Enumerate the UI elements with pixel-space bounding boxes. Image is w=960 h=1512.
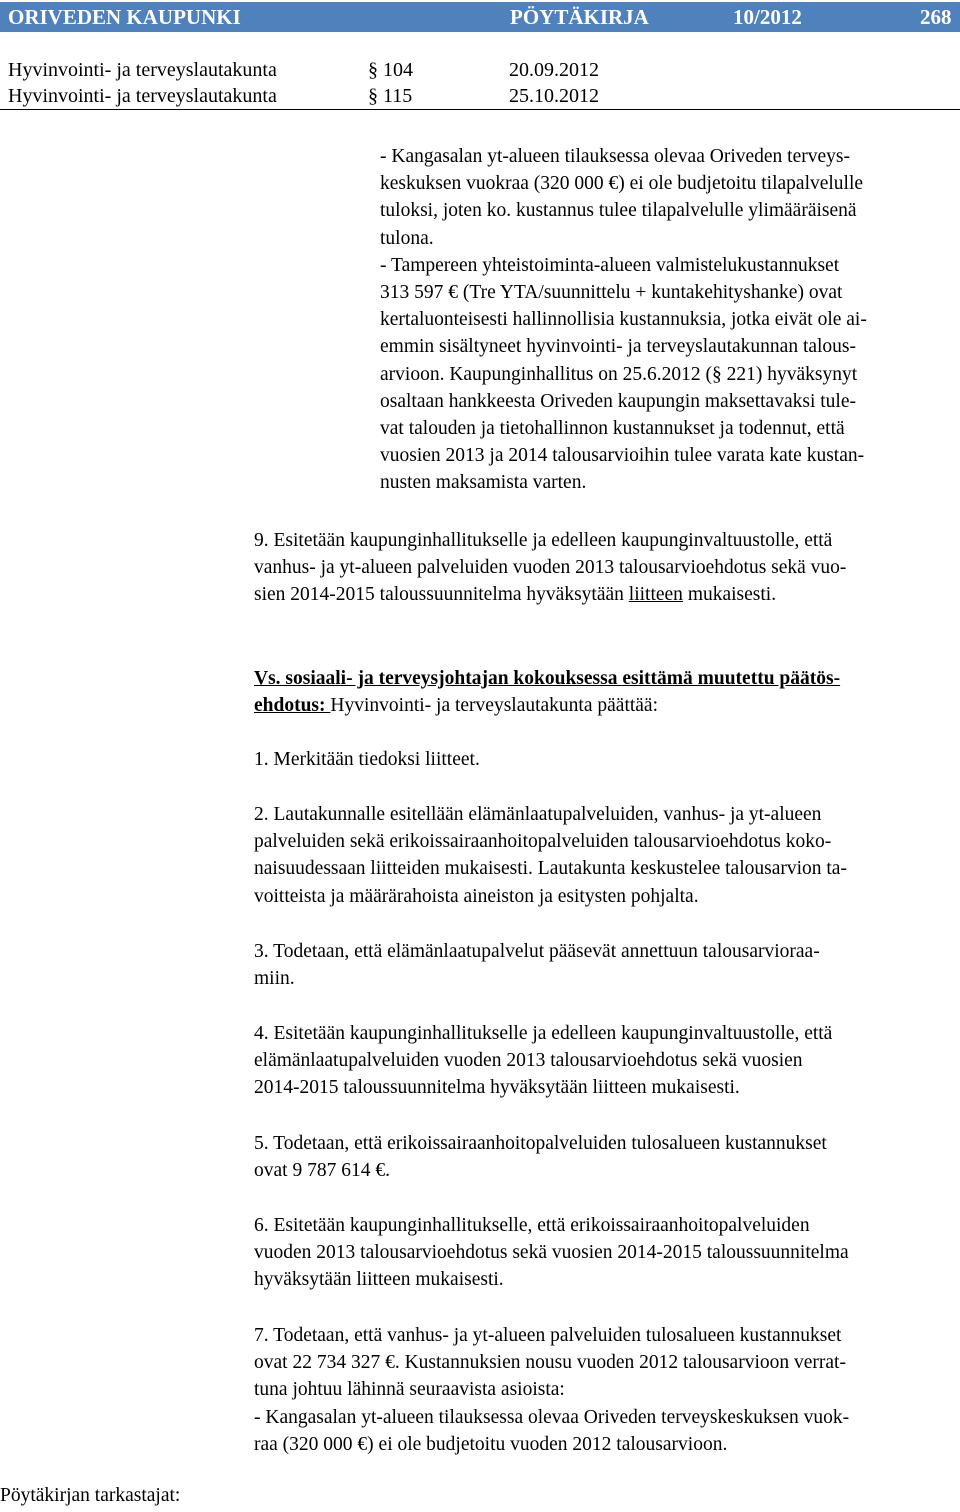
text-line: vat talouden ja tietohallinnon kustannukset ja todennut, että xyxy=(380,418,845,440)
text-line: raa (320 000 €) ei ole budjetoitu vuoden 2012 talousarvioon. xyxy=(254,1433,728,1455)
page-number: 268 xyxy=(920,5,952,29)
text-line: vuoden 2013 talousarvioehdotus sekä vuosien 2014-2015 taloussuunnitelma xyxy=(254,1242,849,1264)
meta-date-1: 20.09.2012 xyxy=(509,59,599,81)
attachment-link[interactable]: liitteen xyxy=(628,584,683,606)
header-divider xyxy=(0,109,960,110)
document-header xyxy=(0,2,960,32)
item-1 xyxy=(254,746,480,773)
item-5 xyxy=(254,1130,827,1184)
meta-section-1: § 104 xyxy=(368,59,413,81)
document-number: 10/2012 xyxy=(733,5,802,29)
item-9-paragraph xyxy=(254,527,846,609)
item-2 xyxy=(254,801,847,910)
text-line: elämänlaatupalveluiden vuoden 2013 talousarvioehdotus sekä vuosien xyxy=(254,1050,803,1072)
text-line: - Kangasalan yt-alueen tilauksessa olevaa Oriveden terveyskeskuksen vuok- xyxy=(254,1406,850,1428)
text-line: 4. Esitetään kaupunginhallitukselle ja edelleen kaupunginvaltuustolle, että xyxy=(254,1023,833,1044)
text-line: tuloksi, joten ko. kustannus tulee tilapalvelulle ylimääräisenä xyxy=(380,200,857,222)
text-line: 3. Todetaan, että elämänlaatupalvelut pääsevät annettuun talousarvioraa- xyxy=(254,941,820,962)
text-line: 9. Esitetään kaupunginhallitukselle ja edelleen kaupunginvaltuustolle, että xyxy=(254,530,833,551)
text-line: 2. Lautakunnalle esitellään elämänlaatupalveluiden, vanhus- ja yt-alueen xyxy=(254,804,822,825)
item-7 xyxy=(254,1322,849,1458)
item-6 xyxy=(254,1212,849,1294)
text-line: tuna johtuu lähinnä seuraavista asioista: xyxy=(254,1379,565,1401)
text-line: 1. Merkitään tiedoksi liitteet. xyxy=(254,749,480,770)
text-line: hyväksytään liitteen mukaisesti. xyxy=(254,1269,504,1291)
proposal-heading xyxy=(254,665,840,719)
text-line: vanhus- ja yt-alueen palveluiden vuoden 2013 talousarvioehdotus sekä vuo- xyxy=(254,557,847,579)
text-line: keskuksen vuokraa (320 000 €) ei ole budjetoitu tilapalvelulle xyxy=(380,173,864,195)
text-line: 5. Todetaan, että erikoissairaanhoitopalveluiden tulosalueen kustannukset xyxy=(254,1133,827,1154)
text-line: voitteista ja määrärahoista aineiston ja esitysten pohjalta. xyxy=(254,885,699,907)
text-line: miin. xyxy=(254,968,295,990)
text-line: - Kangasalan yt-alueen tilauksessa olevaa Oriveden terveys- xyxy=(380,146,850,167)
proposal-heading-line-1: Vs. sosiaali- ja terveysjohtajan kokouksessa esittämä muutettu päätös- xyxy=(254,668,841,689)
text-line: naisuudessaan liitteiden mukaisesti. Lautakunta keskustelee talousarvion ta- xyxy=(254,858,847,880)
text-line: kertaluonteisesti hallinnollisia kustannuksia, jotka eivät ole ai- xyxy=(380,309,867,331)
meta-section-2: § 115 xyxy=(368,85,413,107)
text-line: ovat 9 787 614 €. xyxy=(254,1160,390,1182)
text-line: - Tampereen yhteistoiminta-alueen valmistelukustannukset xyxy=(380,254,840,276)
meta-date-2: 25.10.2012 xyxy=(509,85,599,107)
text-line: arvioon. Kaupunginhallitus on 25.6.2012 (§ 221) hyväksynyt xyxy=(380,363,858,385)
text-line: nusten maksamista varten. xyxy=(380,472,587,494)
reviewers-label: Pöytäkirjan tarkastajat: xyxy=(0,1485,181,1506)
city-name: ORIVEDEN KAUPUNKI xyxy=(8,5,241,29)
item-3 xyxy=(254,938,820,992)
text-line: 6. Esitetään kaupunginhallitukselle, että erikoissairaanhoitopalveluiden xyxy=(254,1215,810,1236)
text-line: 2014-2015 taloussuunnitelma hyväksytään liitteen mukaisesti. xyxy=(254,1077,740,1099)
text-line: vuosien 2013 ja 2014 talousarvioihin tulee varata kate kustan- xyxy=(380,445,865,467)
text-line: 7. Todetaan, että vanhus- ja yt-alueen palveluiden tulosalueen kustannukset xyxy=(254,1325,842,1346)
text-line: 313 597 € (Tre YTA/suunnittelu + kuntakehityshanke) ovat xyxy=(380,282,843,304)
text-line: palveluiden sekä erikoissairaanhoitopalveluiden talousarvioehdotus koko- xyxy=(254,831,832,853)
text-line: ovat 22 734 327 €. Kustannuksien nousu vuoden 2012 talousarvioon verrat- xyxy=(254,1352,846,1374)
proposal-heading-line-2: ehdotus: Hyvinvointi- ja terveyslautakunta päättää: xyxy=(254,695,659,717)
text-line: emmin sisältyneet hyvinvointi- ja terveyslautakunnan talous- xyxy=(380,336,857,358)
meta-board-2: Hyvinvointi- ja terveyslautakunta xyxy=(8,85,277,107)
indented-paragraph xyxy=(380,143,867,497)
text-line: tulona. xyxy=(380,227,434,249)
text-line: sien 2014-2015 taloussuunnitelma hyväksytään liitteen mukaisesti. xyxy=(254,584,777,606)
text-line: osaltaan hankkeesta Oriveden kaupungin maksettavaksi tule- xyxy=(380,390,856,412)
meta-board-1: Hyvinvointi- ja terveyslautakunta xyxy=(8,59,277,81)
item-4 xyxy=(254,1020,832,1102)
document-type: PÖYTÄKIRJA xyxy=(510,5,649,29)
